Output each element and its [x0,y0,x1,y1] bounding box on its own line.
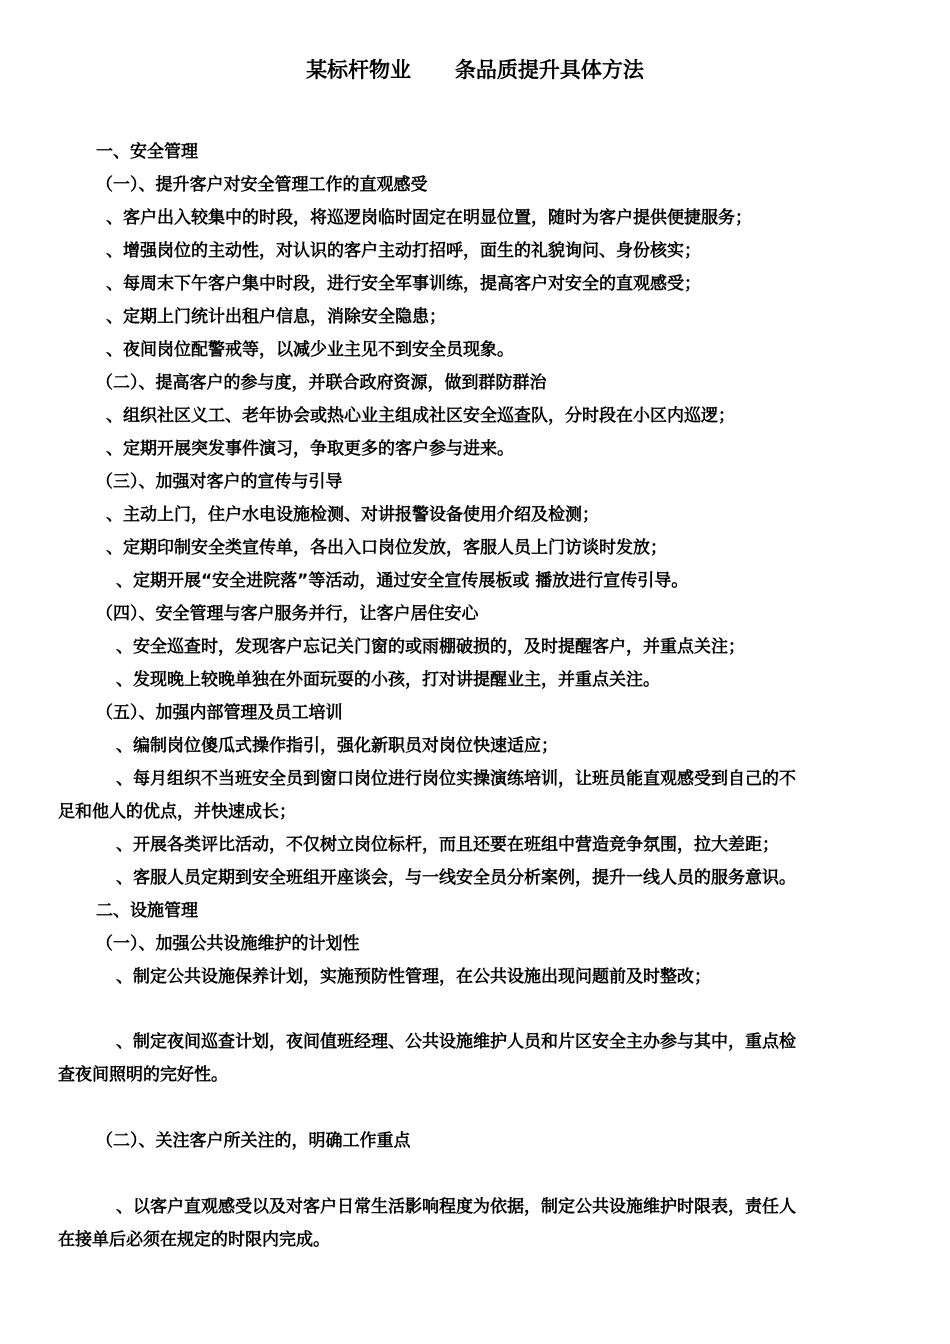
paragraph-line: 、定期开展“安全进院落”等活动，通过安全宣传展板或 播放进行宣传引导。 [116,571,689,591]
subsection-heading-facilities-2: （二）、关注客户所关注的，明确工作重点 [96,1131,411,1151]
paragraph-line: 、定期开展突发事件演习，争取更多的客户参与进来。 [106,439,514,459]
paragraph-line-continuation: 足和他人的优点，并快速成长； [58,802,296,822]
paragraph-line-continuation: 在接单后必须在规定的时限内完成。 [58,1230,330,1250]
paragraph-line: 、制定公共设施保养计划，实施预防性管理，在公共设施出现问题前及时整改； [116,967,711,987]
paragraph-line: 、制定夜间巡查计划，夜间值班经理、公共设施维护人员和片区安全主办参与其中，重点检 [116,1032,796,1052]
paragraph-line: 、安全巡查时，发现客户忘记关门窗的或雨棚破损的，及时提醒客户，并重点关注； [116,637,745,657]
section-heading-safety: 一、安全管理 [96,142,198,162]
subsection-heading-5: （五）、加强内部管理及员工培训 [96,703,343,723]
subsection-heading-1: （一）、提升客户对安全管理工作的直观感受 [96,175,428,195]
paragraph-line: 、发现晚上较晚单独在外面玩耍的小孩，打对讲提醒业主，并重点关注。 [116,670,660,690]
document-title: 某标杆物业 条品质提升具体方法 [306,58,644,82]
paragraph-line: 、每周末下午客户集中时段，进行安全军事训练，提高客户对安全的直观感受； [106,274,701,294]
paragraph-line-continuation: 查夜间照明的完好性。 [58,1065,228,1085]
paragraph-line: 、开展各类评比活动，不仅树立岗位标杆，而且还要在班组中营造竞争氛围，拉大差距； [116,835,779,855]
paragraph-line: 、客户出入较集中的时段，将巡逻岗临时固定在明显位置，随时为客户提供便捷服务； [106,208,752,228]
paragraph-line: 、组织社区义工、老年协会或热心业主组成社区安全巡查队，分时段在小区内巡逻； [106,406,735,426]
section-heading-facilities: 二、设施管理 [96,901,198,921]
subsection-heading-4: （四）、安全管理与客户服务并行，让客户居住安心 [96,604,479,624]
paragraph-line: 、每月组织不当班安全员到窗口岗位进行岗位实操演练培训，让班员能直观感受到自己的不 [116,769,796,789]
paragraph-line: 、夜间岗位配警戒等，以减少业主见不到安全员现象。 [106,340,514,360]
subsection-heading-facilities-1: （一）、加强公共设施维护的计划性 [96,934,360,954]
paragraph-line: 、定期上门统计出租户信息，消除安全隐患； [106,307,446,327]
paragraph-line: 、以客户直观感受以及对客户日常生活影响程度为依据，制定公共设施维护时限表，责任人 [116,1197,796,1217]
paragraph-line: 、编制岗位傻瓜式操作指引，强化新职员对岗位快速适应； [116,736,558,756]
subsection-heading-3: （三）、加强对客户的宣传与引导 [96,472,343,492]
subsection-heading-2: （二）、提高客户的参与度，并联合政府资源，做到群防群治 [96,373,547,393]
paragraph-line: 、增强岗位的主动性，对认识的客户主动打招呼，面生的礼貌询问、身份核实； [106,241,701,261]
paragraph-line: 、主动上门，住户水电设施检测、对讲报警设备使用介绍及检测； [106,505,599,525]
paragraph-line: 、客服人员定期到安全班组开座谈会，与一线安全员分析案例，提升一线人员的服务意识。 [116,868,796,888]
paragraph-line: 、定期印制安全类宣传单，各出入口岗位发放，客服人员上门访谈时发放； [106,538,667,558]
